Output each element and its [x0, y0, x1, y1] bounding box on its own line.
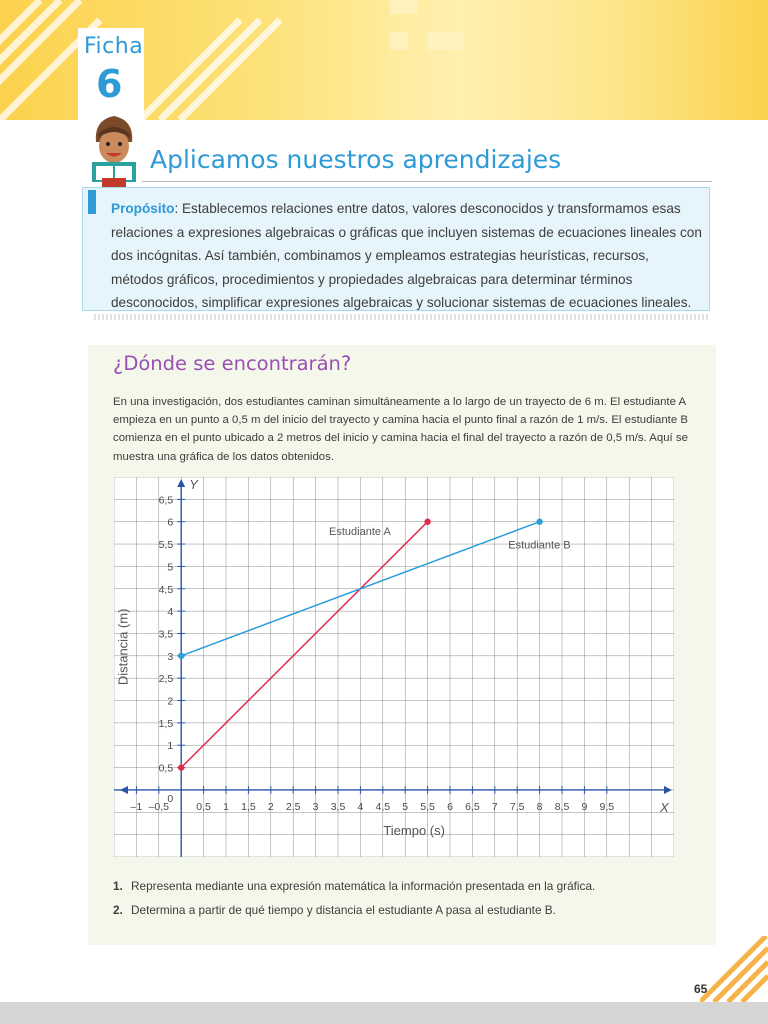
x-tick-label: 9: [581, 800, 588, 813]
question-text: Determina a partir de qué tiempo y distancia el estudiante A pasa al estudiante B.: [131, 903, 556, 917]
y-tick-label: 6: [167, 516, 174, 529]
questions-list: [113, 874, 703, 922]
x-tick-label: 7,5: [509, 800, 525, 813]
series-point: [178, 764, 184, 770]
title-divider: [142, 181, 712, 182]
series-point: [536, 519, 542, 525]
footer-bar: [0, 1002, 768, 1024]
y-tick-label: 3: [167, 650, 174, 663]
x-tick-label: 9,5: [599, 800, 615, 813]
x-tick-label: 8,5: [554, 800, 570, 813]
series-point: [424, 519, 430, 525]
x-tick-label: 6: [447, 800, 453, 813]
student-mascot-icon: [86, 112, 142, 188]
y-axis-letter: Y: [189, 477, 198, 492]
purpose-shadow: [94, 314, 710, 320]
y-tick-label: 0,5: [158, 762, 174, 775]
x-tick-label: 2: [267, 800, 274, 813]
origin-label: 0: [167, 792, 174, 805]
intro-paragraph: En una investigación, dos estudiantes caminan simultáneamente a lo largo de un trayecto de 6 m. El estudiante A empieza en un punto a 0,5 m del inicio del trayecto y camina hacia el punto final a razón de 1 m/s. El estudiante B comienza en el punto ubicado a 2 metros del inicio y camina hacia el final del trayecto a razón de 0,5 m/s. Aquí se muestra una gráfica de los datos obtenidos.: [113, 396, 688, 463]
x-tick-label: 7: [491, 800, 498, 813]
question-number: 2.: [113, 903, 123, 917]
x-tick-label: 1,5: [241, 800, 256, 813]
section-title: ¿Dónde se encontrarán?: [113, 352, 352, 375]
purpose-body: : Establecemos relaciones entre datos, valores desconocidos y transformamos esas relaciones a expresiones algebraicas o gráficas que incluyen sistemas de ecuaciones lineales con dos incógnitas. Así también, combinamos y empleamos estrategias heurísticas, recursos, métodos gráficos, procedimientos y propiedades algebraicas para determinar términos desconocidos, simplificar expresiones algebraicas y solucionar sistemas de ecuaciones lineales.: [111, 201, 702, 310]
question-item: [113, 898, 703, 922]
purpose-accent-bar: [88, 190, 96, 214]
x-tick-label: 4,5: [375, 800, 391, 813]
question-item: [113, 874, 703, 898]
page-title: Aplicamos nuestros aprendizajes: [150, 145, 562, 174]
x-tick-label: 8: [536, 800, 543, 813]
y-tick-label: 4,5: [158, 583, 174, 596]
page-number: 65: [694, 982, 708, 996]
series-point: [178, 653, 184, 659]
purpose-label: Propósito: [111, 201, 175, 216]
y-axis-label: Distancia (m): [115, 608, 131, 686]
series-label-b: Estudiante B: [508, 539, 571, 552]
ficha-number: 6: [96, 62, 123, 106]
x-axis-label: Tiempo (s): [383, 823, 445, 838]
x-tick-label: 1: [223, 800, 229, 813]
y-tick-label: 1: [167, 740, 174, 753]
x-tick-label: 3,5: [330, 800, 346, 813]
x-tick-label: 5,5: [420, 800, 435, 813]
corner-stripes-decoration: [700, 936, 768, 1002]
y-tick-label: 2: [167, 695, 174, 708]
series-label-a: Estudiante A: [329, 526, 391, 539]
x-tick-label: –0,5: [148, 800, 170, 813]
x-tick-label: –1: [130, 800, 143, 813]
y-tick-label: 3,5: [158, 628, 174, 641]
x-tick-label: 0,5: [196, 800, 211, 813]
x-axis-letter: X: [660, 799, 669, 815]
question-text: Representa mediante una expresión matemática la información presentada en la gráfica.: [131, 879, 596, 893]
ficha-label: Ficha: [84, 34, 144, 59]
y-tick-label: 5: [167, 561, 174, 574]
question-number: 1.: [113, 879, 123, 893]
distance-time-chart: [114, 477, 674, 857]
x-tick-label: 6,5: [465, 800, 480, 813]
x-tick-label: 2,5: [285, 800, 301, 813]
x-tick-label: 3: [312, 800, 319, 813]
y-tick-label: 1,5: [158, 717, 174, 730]
purpose-text: [111, 197, 703, 315]
y-tick-label: 6,5: [158, 494, 174, 507]
y-tick-label: 4: [167, 606, 174, 619]
y-tick-label: 5,5: [158, 539, 174, 552]
y-tick-label: 2,5: [158, 673, 174, 686]
x-tick-label: 4: [357, 800, 364, 813]
x-tick-label: 5: [402, 800, 409, 813]
